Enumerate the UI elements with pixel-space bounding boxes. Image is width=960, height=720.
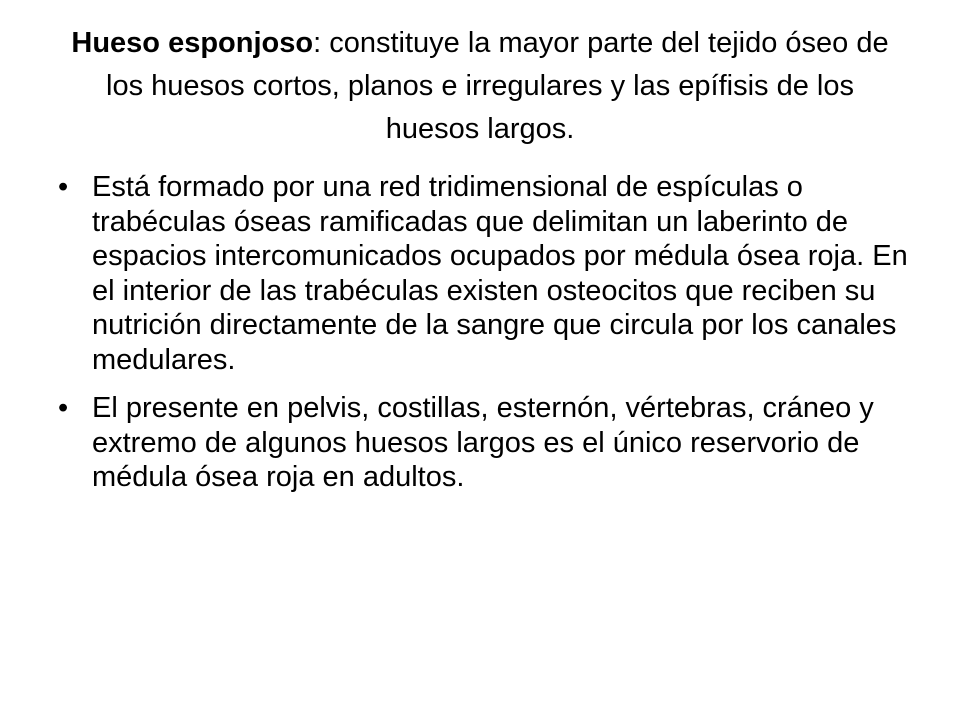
title-definition: : constituye la mayor parte del tejido óseo de los huesos cortos, planos e irregulares y las epífisis de los huesos largos. (106, 27, 889, 145)
bullet-item (52, 391, 912, 495)
title-bold-term: Hueso esponjoso (71, 27, 314, 59)
bullet-icon: • (58, 171, 69, 203)
bullet-item (52, 170, 912, 377)
slide-title (70, 22, 890, 151)
bullet-list (52, 170, 912, 495)
bullet-icon: • (58, 392, 69, 424)
bullet-text: El presente en pelvis, costillas, esternón, vértebras, cráneo y extremo de algunos huesos largos es el único reservorio de médula ósea roja en adultos. (92, 392, 874, 493)
bullet-text: Está formado por una red tridimensional de espículas o trabéculas óseas ramificadas que delimitan un laberinto de espacios intercomunicados ocupados por médula ósea roja. En el interior de las trabéculas existen osteocitos que reciben su nutrición directamente de la sangre que circula por los canales medulares. (92, 171, 908, 376)
